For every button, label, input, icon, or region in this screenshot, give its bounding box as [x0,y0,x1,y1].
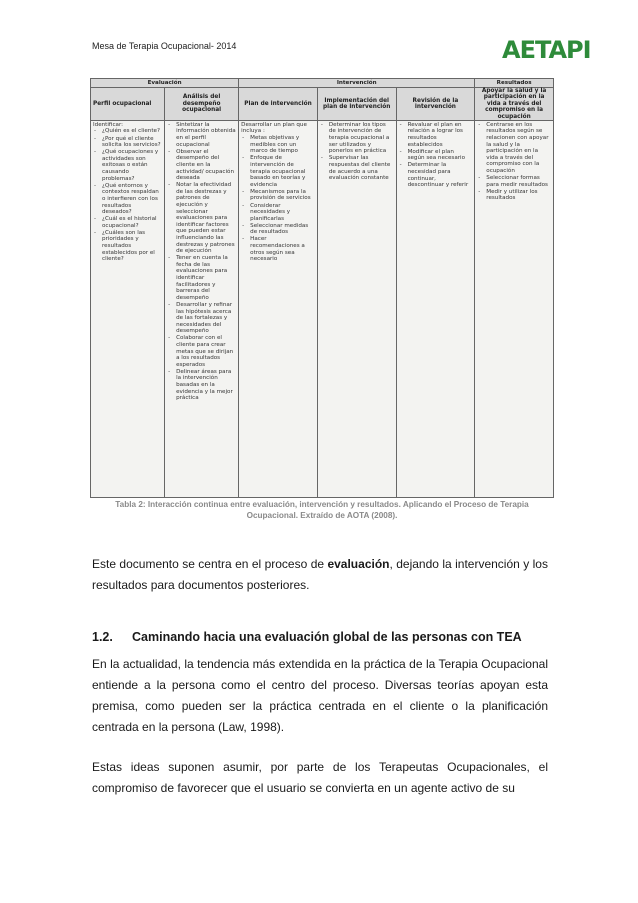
table-caption: Tabla 2: Interacción continua entre evaluación, intervención y resultados. Aplicando el Proceso de Terapia Ocupacional. Extraído de AOTA (2008). [115,500,529,520]
table-cell [396,120,475,497]
cell-list [93,128,162,262]
paragraph-intro-text-end: , dejando la intervención y los resultados para documentos posteriores. [92,557,548,592]
list-item: - ¿Cuáles son las prioridades y resultados establecidos por el cliente? [93,230,162,263]
column-header: Plan de intervención [239,88,318,121]
list-item: - ¿Quién es el cliente? [93,128,162,135]
cell-list [320,122,394,182]
table-cell [475,120,554,497]
page-header-title: Mesa de Terapia Ocupacional- 2014 [92,41,237,51]
list-item: - Medir y utilizar los resultados [477,189,551,202]
list-item: - Centrarse en los resultados según se relacionen con apoyar la salud y la participación en la vida a través del compromiso con la ocupación [477,122,551,175]
table-cell [317,120,396,497]
column-header: Perfil ocupacional [91,88,165,121]
paragraph-body: Estas ideas suponen asumir, por parte de los Terapeutas Ocupacionales, el compromiso de favorecer que el usuario se convierta en un agente activo de su [92,760,548,795]
paragraph-body: En la actualidad, la tendencia más extendida en la práctica de la Terapia Ocupacional entiende a la persona como el centro del proceso. Diversas teorías apoyan esta premisa, como pueden ser la práctica centrada en el cliente o la planificación centrada en la persona (Law, 1998). [92,657,548,734]
column-header: Apoyar la salud y la participación en la vida a través del compromiso en la ocupación [475,88,554,121]
list-item: - Notar la efectividad de las destrezas y patrones de ejecución y seleccionar evaluaciones para identificar factores que pueden estar influenciando las destrezas y patrones de ejecución [167,182,236,255]
paragraph-intro [92,554,548,596]
list-item: - Tener en cuenta la fecha de las evaluaciones para identificar facilitadores y barreras del desempeño [167,255,236,301]
aetapi-logo [500,34,610,64]
cell-intro: Identificar: [93,121,124,128]
list-item: - Observar el desempeño del cliente en la actividad/ ocupación deseada [167,149,236,182]
paragraph-intro-bold: evaluación [327,557,390,571]
section-title: Caminando hacia una evaluación global de las personas con TEA [132,630,522,644]
list-item: - Mecanismos para la provisión de servicios [241,189,315,202]
process-table-image [90,78,554,498]
paragraph-intro-text: Este documento se centra en el proceso de [92,557,328,571]
list-item: - Hacer recomendaciones a otros según sea necesario [241,236,315,262]
list-item: - ¿Qué ocupaciones y actividades son exitosas o están causando problemas? [93,149,162,182]
list-item: - Considerar necesidades y planificarlas [241,203,315,223]
list-item: - Seleccionar medidas de resultados [241,223,315,236]
aetapi-logo-text: AETAPI [502,36,591,64]
cell-list [399,122,473,189]
list-item: - Modificar el plan según sea necesario [399,149,473,162]
list-item: - Seleccionar formas para medir resultados [477,175,551,188]
cell-list [241,135,315,263]
group-header-resultados: Resultados [475,79,554,88]
table-cell [239,120,318,497]
cell-intro: Desarrollar un plan que incluya : [241,121,307,135]
column-header: Revisión de la intervención [396,88,475,121]
table-cell [91,120,165,497]
list-item: - Desarrollar y refinar las hipótesis acerca de las fortalezas y necesidades del desempeño [167,302,236,335]
column-header: Implementación del plan de intervención [317,88,396,121]
section-heading [92,630,552,644]
list-item: - ¿Qué entornos y contextos respaldan o interfieren con los resultados deseados? [93,183,162,216]
list-item: - Delinear áreas para la intervención basadas en la evidencia y la mejor práctica [167,369,236,402]
column-header: Análisis del desempeño ocupacional [165,88,239,121]
list-item: - Determinar los tipos de intervención de terapia ocupacional a ser utilizados y ponerlos en práctica [320,122,394,155]
list-item: - Metas objetivas y medibles con un marco de tiempo [241,135,315,155]
table-cell [165,120,239,497]
list-item: - Determinar la necesidad para continuar, descontinuar y referir [399,162,473,188]
process-table [90,78,554,498]
group-header-intervencion: Intervención [239,79,475,88]
list-item: - Sintetizar la información obtenida en el perfil ocupacional [167,122,236,148]
list-item: - Revaluar el plan en relación a lograr los resultados establecidos [399,122,473,148]
cell-list [167,122,236,402]
list-item: - Supervisar las respuestas del cliente de acuerdo a una evaluación constante [320,155,394,181]
list-item: - Enfoque de intervención de terapia ocupacional basado en teorías y evidencia [241,155,315,188]
group-header-evaluacion: Evaluación [91,79,239,88]
list-item: - ¿Cuál es el historial ocupacional? [93,216,162,229]
cell-list [477,122,551,202]
list-item: - Colaborar con el cliente para crear metas que se dirijan a los resultados esperados [167,335,236,368]
list-item: - ¿Por qué el cliente solicita los servicios? [93,136,162,149]
section-number: 1.2. [92,630,113,644]
